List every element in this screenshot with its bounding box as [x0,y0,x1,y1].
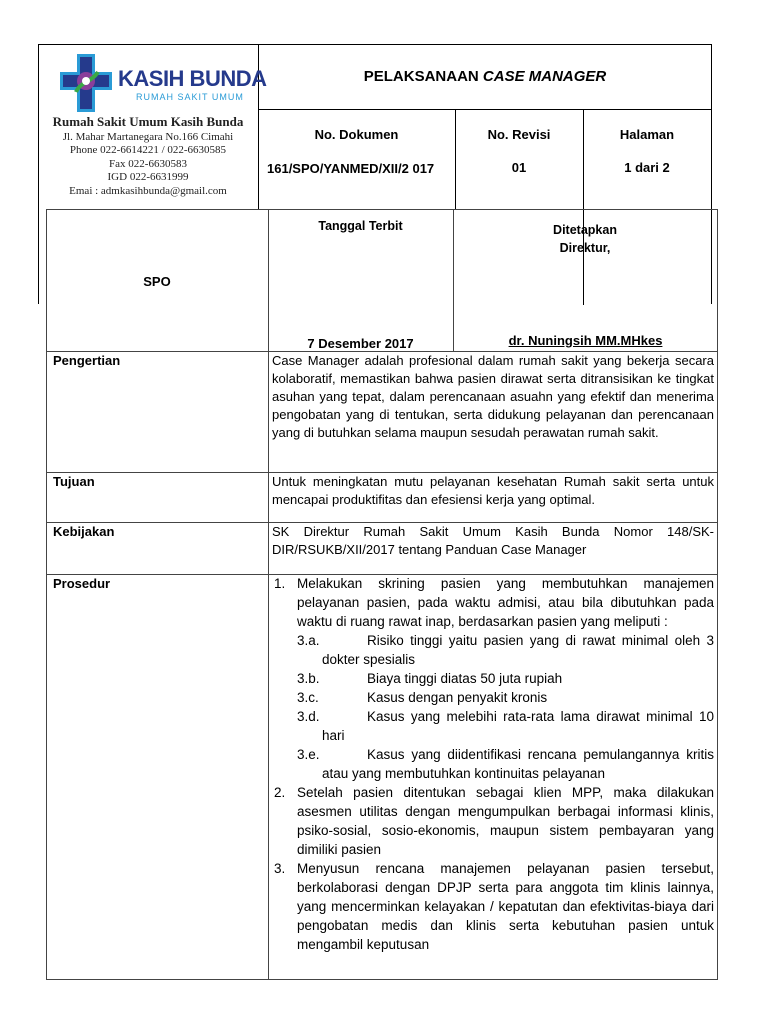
sub-item-number: 3.c. [297,690,319,705]
tujuan-text: Untuk meningkatan mutu pelayanan kesehatan Rumah sakit serta untuk mencapai produktifitas dan efesiensi kerja yang optimal. [272,474,714,507]
set-label: Ditetapkan [553,223,617,237]
issued-date: 7 Desember 2017 [307,336,414,351]
sub-item-number: 3.a. [297,633,320,648]
sub-item [272,745,714,783]
revision-label: No. Revisi [487,127,551,142]
set-role: Direktur, [559,241,611,255]
page-label: Halaman [619,127,675,142]
sub-item-text: Kasus yang diidentifikasi rencana pemulangannya kritis atau yang membutuhkan kontinuitas pelayanan [322,747,714,781]
sub-item [272,707,714,745]
hospital-name: Rumah Sakit Umum Kasih Bunda [52,114,244,129]
tujuan-label: Tujuan [53,474,95,489]
list-item [272,574,714,783]
sub-item-text: Kasus yang melebihi rata-rata lama dirawat minimal 10 hari [322,709,714,743]
hospital-fax: Fax 022-6630583 [109,157,187,170]
hospital-address: Jl. Mahar Martanegara No.166 Cimahi [62,130,234,143]
brand-tagline: RUMAH SAKIT UMUM [136,92,244,102]
sub-item-number: 3.b. [297,671,320,686]
cross-logo-icon [58,52,114,114]
list-item-text: Menyusun rencana manajemen pelayanan pasien tersebut, berkolaborasi dengan DPJP serta para anggota tim klinis lainnya, yang mencerminkan kelayakan / kepatutan dan efektivitas-biaya dari pengobatan medis dan klinis serta kebutuhan pasien untuk mengambil keputusan [297,861,714,952]
list-item-text: Setelah pasien ditentukan sebagai klien MPP, maka dilakukan asesmen utilitas dengan mengumpulkan berbagai informasi klinis, psiko-sosial, sosio-ekonomis, maupun sistem pembayaran yang dimiliki pasien [297,785,714,857]
sub-item [272,669,714,688]
sub-item-text: Risiko tinggi yaitu pasien yang di rawat minimal oleh 3 dokter spesialis [322,633,714,667]
hospital-address-block [48,115,248,198]
prosedur-label: Prosedur [53,576,111,591]
sub-item-number: 3.d. [297,709,320,724]
list-item [272,783,714,859]
prosedur-list [272,574,714,954]
hospital-igd: IGD 022-6631999 [107,171,189,183]
hospital-email: Emai : admkasihbunda@gmail.com [69,184,227,197]
page-title [258,68,712,85]
list-item-number: 2. [274,785,286,800]
hospital-phone: Phone 022-6614221 / 022-6630585 [69,144,227,156]
doc-number-value: 161/SPO/YANMED/XII/2 017 [267,161,435,176]
doc-number-label: No. Dokumen [314,127,399,142]
list-item [272,859,714,954]
sub-item-number: 3.e. [297,747,320,762]
title-plain: PELAKSANAAN [363,68,483,85]
sub-item [272,631,714,669]
kebijakan-text: SK Direktur Rumah Sakit Umum Kasih Bunda Nomor 148/SK-DIR/RSUKB/XII/2017 tentang Panduan Case Manager [272,524,714,557]
sub-item-text: Biaya tinggi diatas 50 juta rupiah [367,671,563,686]
pengertian-text: Case Manager adalah profesional dalam rumah sakit yang bekerja secara kolaboratif, memastikan bahwa pasien dirawat serta ditransisikan ke tingkat asuhan yang tepat, dalam perencanaan asuahn yang efektif dan menerima pengobatan yang di tentukan, serta didukung pelayanan dan perencanaan yang di butuhkan selama maupun sesudah perawatan rumah sakit. [272,353,714,440]
revision-value: 01 [511,160,527,175]
list-item-text: Melakukan skrining pasien yang membutuhkan manajemen pelayanan pasien, pada waktu admisi, atau bila dibutuhkan pada waktu di ruang rawat inap, berdasarkan pasien yang meliputi : [297,576,714,629]
kebijakan-label: Kebijakan [53,524,115,539]
director-name: dr. Nuningsih MM.MHkes [508,333,663,348]
list-item-number: 1. [274,576,286,591]
page-value: 1 dari 2 [624,160,670,175]
brand-name: KASIH BUNDA [118,66,267,91]
pengertian-label: Pengertian [53,353,121,368]
sub-item [272,688,714,707]
issued-label: Tanggal Terbit [318,219,403,233]
list-item-number: 3. [274,861,286,876]
spo-label: SPO [143,274,171,289]
sub-item-text: Kasus dengan penyakit kronis [367,690,548,705]
title-italic: CASE MANAGER [482,68,607,85]
